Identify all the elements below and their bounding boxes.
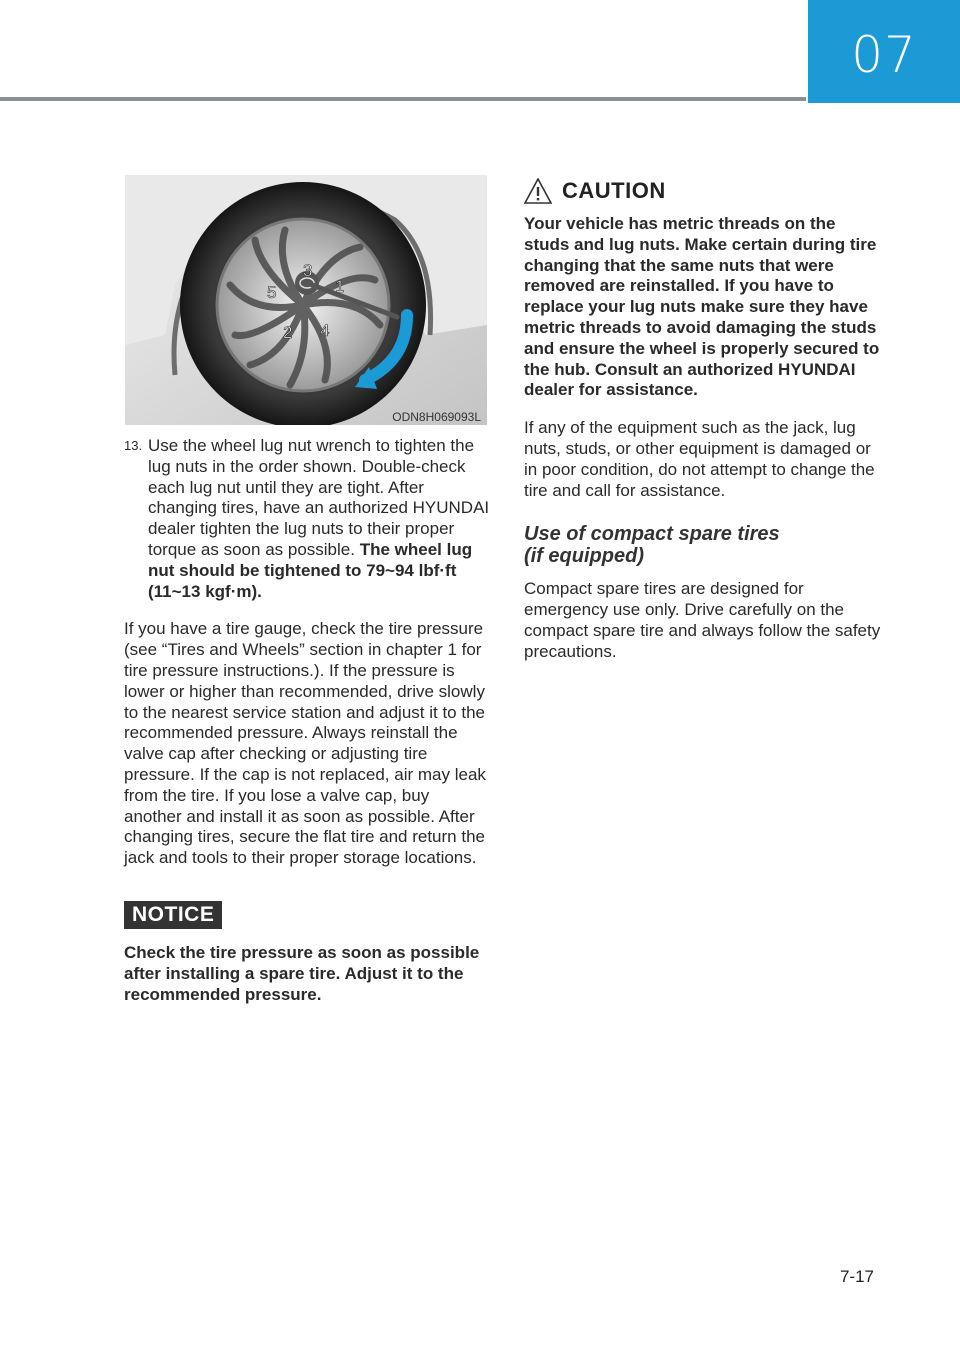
equipment-paragraph: If any of the equipment such as the jack, lug nuts, studs, or other equipment is damaged or in poor condition, do not attempt to change the tire and call for assistance. <box>524 418 875 500</box>
figure-code: ODN8H069093L <box>392 410 481 424</box>
step-text: Use the wheel lug nut wrench to tighten the lug nuts in the order shown. Double-check each lug nut until they are tight. After changing tires, have an authorized HYUNDAI dealer tighten the lug nuts to their proper torque as soon as possible. The wheel lug nut should be tightened to 79~94 lbf·ft (11~13 kgf·m). <box>148 436 490 601</box>
callout-1: 1 <box>335 277 345 296</box>
header-rule <box>0 97 806 101</box>
wheel-illustration <box>125 175 487 425</box>
callout-4: 4 <box>320 321 330 340</box>
left-column <box>124 436 490 1005</box>
right-column <box>524 178 884 663</box>
chapter-tab: 07 <box>808 0 960 103</box>
callout-2: 2 <box>283 323 293 342</box>
notice-label: NOTICE <box>124 901 222 929</box>
caution-label: CAUTION <box>562 178 666 203</box>
callout-5: 5 <box>267 283 277 302</box>
caution-text: Your vehicle has metric threads on the studs and lug nuts. Make certain during tire changing that the same nuts that were removed are reinstalled. If you have to replace your lug nuts make sure they have metric threads to avoid damaging the studs and ensure the wheel is properly secured to the hub. Consult an authorized HYUNDAI dealer for assistance. <box>524 214 880 400</box>
page-number: 7-17 <box>839 1267 874 1286</box>
section-title: Use of compact spare tires (if equipped) <box>524 523 780 568</box>
callout-3: 3 <box>303 261 313 280</box>
tire-pressure-paragraph: If you have a tire gauge, check the tire pressure (see “Tires and Wheels” section in chapter 1 for tire pressure instructions.). If the pressure is lower or higher than recommended, drive slowly to the nearest service station and adjust it to the recommended pressure. Always reinstall the valve cap after checking or adjusting tire pressure. If the cap is not replaced, air may leak from the tire. If you lose a valve cap, buy another and install it as soon as possible. After changing tires, secure the flat tire and return the jack and tools to their proper storage locations. <box>124 619 486 868</box>
warning-triangle-icon <box>524 178 552 204</box>
step-number: 13. <box>124 438 143 453</box>
torque-spec: The wheel lug nut should be tightened to 79~94 lbf·ft (11~13 kgf·m). <box>148 539 473 601</box>
notice-text: Check the tire pressure as soon as possible after installing a spare tire. Adjust it to the recommended pressure. <box>124 942 480 1004</box>
step-13 <box>124 436 490 602</box>
section-text: Compact spare tires are designed for emergency use only. Drive carefully on the compact spare tire and always follow the safety precautions. <box>524 579 881 661</box>
caution-header <box>524 178 884 204</box>
